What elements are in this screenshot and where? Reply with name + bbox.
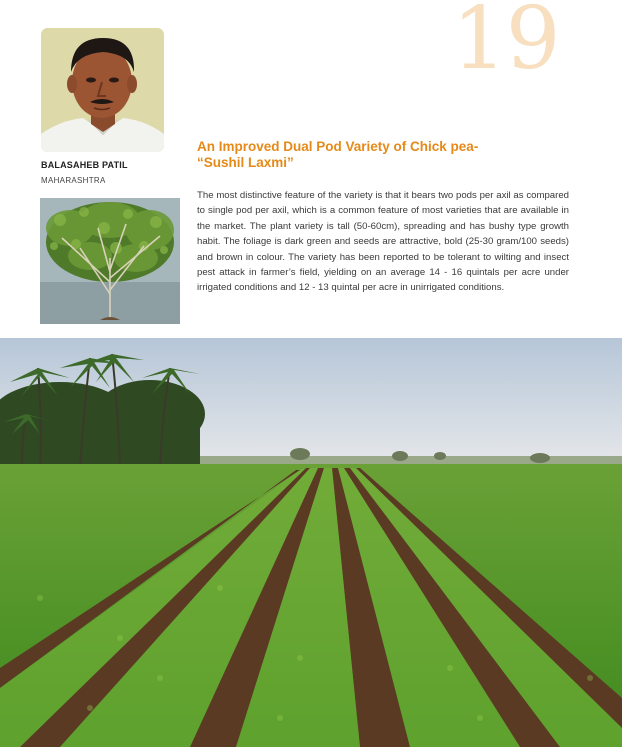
- farmer-portrait: [41, 28, 164, 152]
- farmer-portrait-image: [41, 28, 164, 152]
- chickpea-plant-image: [40, 198, 180, 324]
- farmer-name: BALASAHEB PATIL: [41, 160, 128, 170]
- chickpea-field-image: [0, 338, 622, 747]
- page-number: 19: [452, 0, 560, 89]
- article-title: [197, 139, 577, 171]
- article-body: The most distinctive feature of the variety is that it bears two pods per axil as compared to single pod per axil, which is a common feature of most varieties that are available in the market. The plant variety is tall (50-60cm), spreading and has bushy type growth habit. The foliage is dark green and seeds are attractive, bold (25-30 gram/100 seeds) and brown in colour. The variety has been reported to be tolerant to wilting and insect pest attack in farmer’s field, yielding on an average 14 - 16 quintals per acre under irrigated conditions and 12 - 13 quintal per acre in unirrigated conditions.: [197, 190, 569, 294]
- farmer-state: MAHARASHTRA: [41, 176, 106, 185]
- chickpea-plant-photo: [40, 198, 180, 324]
- chickpea-field-photo: [0, 338, 622, 747]
- article-title-line1: An Improved Dual Pod Variety of Chick pea-: [197, 139, 479, 154]
- article-title-line2: “Sushil Laxmi”: [197, 155, 294, 170]
